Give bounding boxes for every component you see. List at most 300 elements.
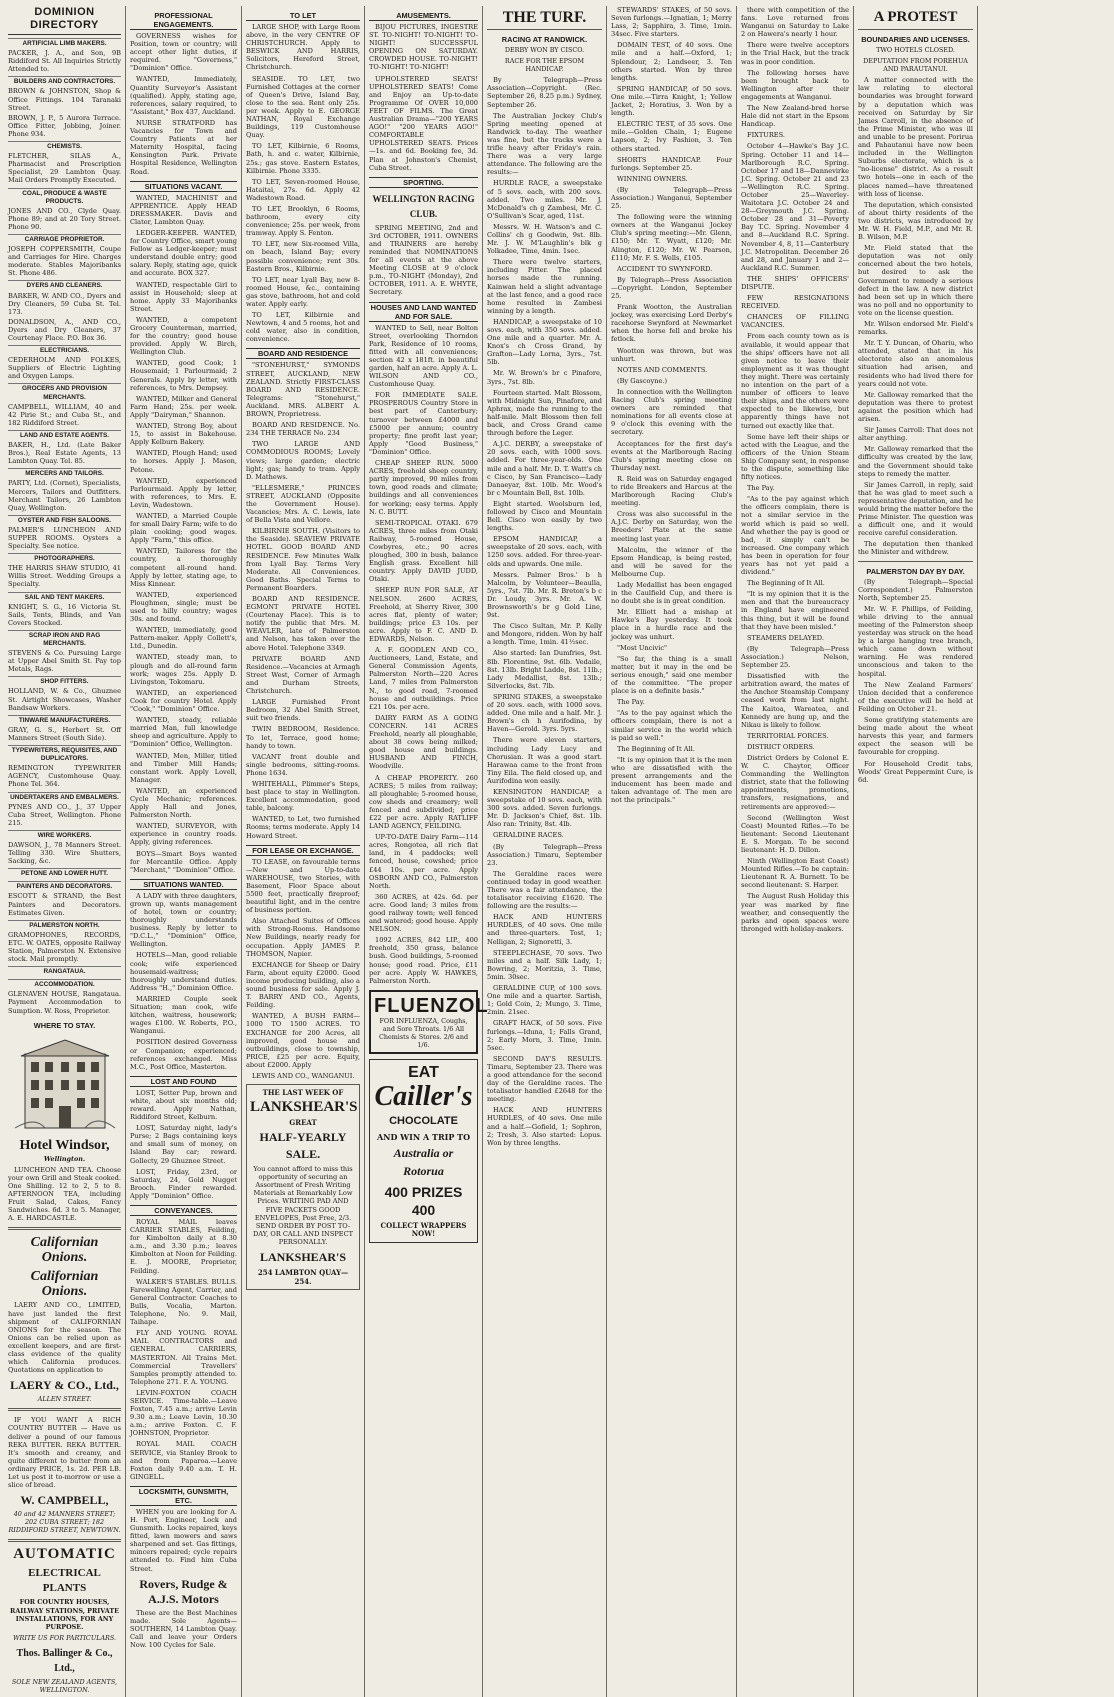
onions-firm: LAERY & CO., Ltd.,	[10, 1378, 119, 1393]
article-paragraph: (By Telegraph—Special Correspondent.) Palmerston North, September 25.	[858, 577, 973, 602]
butter-address: 40 and 42 MANNERS STREET; 202 CUBA STREET; 182 RIDDIFORD STREET, NEWTOWN.	[8, 1510, 121, 1535]
hotel-illustration	[8, 1034, 121, 1134]
hotel-name: Hotel Windsor,	[19, 1137, 110, 1153]
article-paragraph: There were eleven starters, including Lady Lucy and Chorusian. It was a good start. Harawaa came to the front from Tiny Eila. The field closed up, and Aurifodina won easily.	[487, 736, 602, 785]
article-paragraph: The deputation then thanked the Minister and withdrew.	[858, 540, 973, 557]
article-paragraph: SPRING STAKES, a sweepstake of 20 sovs. each, with 1000 sovs. added. One mile and a half. Mr. J. Brown's ch h Aurifodina, by Haven—Gerold. 3yrs. 5yrs.	[487, 692, 602, 734]
locksmith-heading: LOCKSMITH, GUNSMITH, ETC.	[130, 1486, 237, 1506]
classified-ad: "STONEHURST," SYMONDS STREET, AUCKLAND, NEW ZEALAND. Strictly FIRST-CLASS BOARD AND RESIDENCE. Telegrams: "Stonehurst," Auckland. MRS. ALBERT A. BROWN, Proprietress.	[246, 361, 360, 419]
vacant-heading: SITUATIONS VACANT.	[130, 181, 237, 192]
article-paragraph: HACK AND HUNTERS HURDLES, of 40 sovs. One mile and three-quarters. Tost, 1; Nelligan, 2; Signoretti, 3.	[487, 913, 602, 946]
article-paragraph: Some gratifying statements are being made about the wheat harvests this year, and farmers expect the season will be favourable for cropping.	[858, 716, 973, 757]
turf-sub-1: RACING AT RANDWICK.	[501, 35, 588, 44]
classified-ad: GOVERNESS wishes for Position, town or country; will accept other light duties, if required. "Governess," "Dominion" Office.	[130, 32, 237, 73]
classified-ad: ROYAL MAIL COACH SERVICE, via Stanley Brook to and from Paparoa.—Leave Foxton daily 9.40 a.m. T. H. GINGELL.	[130, 1440, 237, 1481]
article-paragraph: (By Gascoyne.)	[617, 376, 668, 385]
lankshear-sale: HALF-YEARLY SALE.	[259, 1130, 347, 1162]
auto-agents: SOLE NEW ZEALAND AGENTS, WELLINGTON.	[11, 1677, 118, 1695]
classified-ad: TO LET, Seven-roomed House, Hataitai, 27s. 6d. Apply 42 Wadestown Road.	[246, 177, 360, 202]
article-paragraph: "It is my opinion that it is the men who are dissatisfied with the present arrangements and the inducement has been made and taken advantage of. The men are not the principals."	[611, 755, 732, 805]
classified-ad: 360 ACRES, at 42s. 6d. per acre. Good land; 3 miles from good railway town; well fenced and watered; good house. Apply NELSON.	[369, 892, 478, 934]
racing-club-text: SPRING MEETING, 2nd and 3rd OCTOBER, 1911. OWNERS and TRAINERS are hereby reminded that NOMINATIONS for all events at the above Meeting CLOSE at 9 o'clock p.m., TO-NIGHT (Monday), 2nd OCTOBER, 1911. A. E. WHYTE, Secretary.	[369, 223, 478, 297]
directory-section-heading: GROCERS AND PROVISION MERCHANTS.	[8, 383, 121, 401]
classified-ad: WANTED, Milker and General Farm Hand; 25s. per week. Apply "Dairyman," Shannon.	[130, 394, 237, 419]
directory-entry: JONES AND CO., Clyde Quay. Phone 89; and at 20 Tory Street. Phone 90.	[8, 206, 121, 231]
article-paragraph: By Telegraph—Press Association—Copyright. (Rec. September 26, 8.25 p.m.) Sydney, September 26.	[487, 76, 602, 109]
auto-title: AUTOMATIC	[13, 1546, 116, 1563]
directory-section-heading: LAND AND ESTATE AGENTS.	[8, 430, 121, 440]
directory-entry: HOLLAND, W. & Co., Ghuznee St. Airtight Showcases, Washer Bandsaw Workers.	[8, 687, 121, 712]
article-paragraph: Mr. Galloway remarked that the deputation was there to protest against the position which had arisen.	[858, 390, 973, 424]
lankshear-text: You cannot afford to miss this opportunity of securing an Assortment of Fresh Writing Materials at Remarkably Low Prices. WRITING PAD AND FIVE PACKETS GOOD ENVELOPES, Post Free, 2/3. SEND ORDER BY POST TO-DAY, OR CALL AND INSPECT PERSONALLY.	[252, 1165, 354, 1246]
classified-ad: CHEAP SHEEP RUN. 5000 ACRES, freehold sheep country, partly improved, 90 miles from town, good roads and climate; buildings and all conveniences for working; easy terms. Apply N. C. BUTT.	[369, 459, 478, 516]
article-paragraph: Messrs. Palmer Bros.' b h Malcolm, by Volunteer—Beaulla, 5yrs., 7st. 7lb. Mr. R. Breton's b c Dr. Loudy, 3yrs. Mr. A. W. Brownsworth's br g Gold Line, 9st.	[487, 570, 602, 620]
article-paragraph: ACCIDENT TO SWYNFORD.	[617, 264, 713, 273]
classified-ad: WANTED, SURVEYOR, with experience in country roads. Apply, giving references.	[130, 822, 237, 847]
classified-ad: TWIN BEDROOM, Residence. To let, Terrace, good home; handy to town.	[246, 725, 360, 750]
article-paragraph: The Beginning of It All.	[747, 579, 825, 588]
article-paragraph: Sir James Carroll: That does not alter anything.	[858, 426, 973, 443]
directory-section-heading: MERCERS AND TAILORS.	[8, 468, 121, 478]
article-paragraph: The New Zealand Farmers' Union decided that a conference of the executive will be held at Feilding on October 21.	[858, 680, 973, 713]
vacant-list	[130, 194, 237, 874]
article-paragraph: Mr. Field stated that the deputation was not only concerned about the two hotels, but desired to ask the Government to remedy a serious defect in the law. A new district had been set up in which there was no poll and no opportunity to vote on the license question.	[858, 244, 973, 317]
directory-entry: BARKER, W. AND CO., Dyers and Dry Cleaners, 59 Cuba St. Tel. 173.	[8, 291, 121, 316]
article-paragraph: DISTRICT ORDERS.	[747, 742, 815, 751]
racing-club-title: WELLINGTON RACING CLUB.	[372, 193, 475, 219]
lease-heading: FOR LEASE OR EXCHANGE.	[246, 845, 360, 856]
classified-ad: WANTED, experienced Ploughmen, single; must be used to hilly country; wages 30s. and found.	[130, 590, 237, 624]
article-paragraph: The New Zealand-bred horse Hale did not start in the Epsom Handicap.	[741, 104, 849, 129]
classified-ad: WANTED, to Let, two furnished Rooms; terms moderate. Apply 14 Howard Street.	[246, 815, 360, 840]
lankshear-name: LANKSHEAR'S	[250, 1099, 358, 1116]
classified-ad: WANTED, steady man, to plough and do all-round farm work; wages 25s. Apply D. Livingston, Tokomaru.	[130, 653, 237, 686]
column-1	[4, 6, 126, 1697]
classified-ad: BIJOU PICTURES, INGESTRE ST. TO-NIGHT! TO-NIGHT! TO-NIGHT! SUCCESSFUL OPENING ON SATURDAY. CROWDED HOUSE. TO-NIGHT! TO-NIGHT! TO-NIGHT!	[369, 23, 478, 72]
auto-text: FOR COUNTRY HOUSES, RAILWAY STATIONS, PRIVATE INSTALLATIONS, FOR ANY PURPOSE.	[10, 1598, 119, 1631]
onions-heading-2: Californian Onions.	[30, 1269, 99, 1300]
directory-entry: JOSEPH COPPERSMITH, Coupe and Carriages for Hire. Charges moderate. Stables Majoribanks St. Phone 486.	[8, 245, 121, 278]
directory-section-heading: DYERS AND CLEANERS.	[8, 280, 121, 290]
article-paragraph: NOTES AND COMMENTS.	[617, 365, 708, 374]
cailler-trip: Australia or Rotorua	[393, 1145, 454, 1178]
lankshear-ad	[246, 1084, 360, 1290]
classified-ad: WHITEHALL, Plimmer's Steps, best place to stay in Wellington. Excellent accommodation, good table, balcony.	[246, 779, 360, 813]
classified-ad: SEMI-TROPICAL OTAKI. 679 ACRES, three miles from Otaki Railway, 5-roomed House, Cowbyres, etc.; 90 acres ploughed, 300 in bush, balance English grass. Excellent hill country. Apply DAVID JUDD, Otaki.	[369, 518, 478, 584]
article-paragraph: Cross was also successful in the A.J.C. Derby on Saturday, won the Breeders' Plate at the same meeting last year.	[611, 510, 732, 543]
onions-address: ALLEN STREET.	[37, 1395, 92, 1404]
directory-section-heading: SHOP FITTERS.	[8, 676, 121, 686]
cailler-eat: EAT	[408, 1063, 439, 1081]
classified-ad: TO LET, Kilbirnie, 6 Rooms, Bath, h. and c. water, Kilbirnie, 25s.; gas stove. Eastern Estates, Kilbirnie. Phone 3335.	[246, 142, 360, 175]
article-paragraph: The following were the winning owners at the Wanganui Jockey Club's spring meeting:—Mr. Glenn, £150; Mr. T. Wyatt, £120; Mr. Alington, £120; Mr. W. Pearson, £110; Mr. F. S. Wells, £105.	[611, 213, 732, 262]
column-4	[365, 6, 489, 1697]
directory-section-heading: SAIL AND TENT MAKERS.	[8, 592, 121, 602]
onions-text: LAERY AND CO., LIMITED, have just landed the first shipment of CALIFORNIAN ONIONS for the season. The Onions can be relied upon as excellent keepers, and are first-class evidence of the quality which California produces. Quotations on application to	[8, 1301, 121, 1375]
directory-entry: BAKER, H., Ltd. (Late Baker Bros.), Real Estate Agents, 13 Lambton Quay. Tel. 85.	[8, 441, 121, 466]
article-paragraph: "It is my opinion that it is the men and that the bureaucracy in England have engineered this thing, but it will be found that they have been misled."	[741, 590, 849, 631]
article-paragraph: Mr. W. F. Phillips, of Feilding, while driving to the annual meeting of the Palmerston sheep yesterday was struck on the head by a large hanging tree branch, which came down without warning. He was rendered unconscious and taken to the hospital.	[858, 604, 973, 678]
classified-ad: 1092 ACRES, 842 LIP., 400 freehold, 350 grass, balance bush. Good buildings, 5-roomed house; good road. Price, £11 per acre. Apply W. HAWKES, Palmerston North.	[369, 936, 478, 985]
classified-ad: FLY AND YOUNG. ROYAL MAIL CONTRACTORS and GENERAL CARRIERS, MASTERTON. All Trains Met. Commercial Travellers' Samples promptly attended to. Telephone 271. F. A. YOUNG.	[130, 1329, 237, 1386]
directory-section-heading: RANGATAUA.	[8, 966, 121, 976]
directory-list	[8, 38, 121, 1015]
article-paragraph: GRAFT HACK, of 50 sovs. Five furlongs.—Iduna, 1; Falls Grand, 2; Early Morn, 3. Time, 1min. 5sec.	[487, 1019, 602, 1052]
directory-section-heading: WIRE WORKERS.	[8, 830, 121, 840]
auto-write: WRITE US FOR PARTICULARS.	[12, 1633, 117, 1642]
hotel-tag: WHERE TO STAY.	[33, 1020, 96, 1030]
directory-section-heading: PETONE AND LOWER HUTT.	[8, 868, 121, 878]
classified-ad: BOARD AND RESIDENCE. No. 234 THE TERRACE No. 234	[246, 421, 360, 438]
board-list	[246, 361, 360, 839]
classified-ad: KILBIRNIE SOUTH. (Visitors to the Seaside). SEAVIEW PRIVATE HOTEL. GOOD BOARD AND RESIDENCE. Few Minutes Walk from Lyall Bay. Terms Very Moderate. All Conveniences. Good Baths. Special Terms to Permanent Boarders.	[246, 527, 360, 592]
directory-entry: ESCOTT & STRAND, the Best Painters and Decorators. Estimates Given.	[8, 892, 121, 917]
article-paragraph: The Pay.	[617, 698, 645, 707]
butter-firm: W. CAMPBELL,	[20, 1493, 109, 1508]
article-paragraph: HACK AND HUNTERS HURDLES, of 40 sovs. One mile and a half.—Gofield, 1; Sophron, 2; Tresh, 3. Also started: Lopus. Won by three lengths.	[487, 1106, 602, 1147]
article-paragraph: there with competition of the fans. Love returned from Wanganui on Saturday to Lake 2 on Hawera's nearly 1 hour.	[741, 6, 849, 39]
article-paragraph: (By Telegraph—Press Association.) Timaru, September 23.	[487, 842, 602, 867]
cailler-logo: Cailler's	[374, 1080, 473, 1112]
classified-ad: BOARD AND RESIDENCE. EGMONT PRIVATE HOTEL (Courtenay Place). This is to notify the public that Mrs. M. WEAVLER, late of Palmerston and Nelson, has taken over the above Hotel. Telephone 3349.	[246, 595, 360, 652]
classified-ad: LEVIN-FOXTON COACH SERVICE. Time-table.—Leave Foxton, 7.45 a.m.; arrive Levin 9.30 a.m.; Leave Levin, 10.30 a.m.; arrive Foxton. C. F. JOHNSTON, Proprietor.	[130, 1388, 237, 1438]
classified-ad: TO LET, Kilbirnie and Newtown, 4 and 5 rooms, hot and cold water, also in condition, convenience.	[246, 311, 360, 344]
to-let-list	[246, 23, 360, 343]
classified-ad: MARRIED Couple seek Situation; man cook, wife kitchen, waitress, housework; wages £100. W. Roberts, P.O., Wanganui.	[130, 994, 237, 1036]
lankshear-great: GREAT	[289, 1118, 317, 1128]
amusements-list	[369, 23, 478, 172]
classified-ad: UPHOLSTERED SEATS! UPHOLSTERED SEATS! Come and Enjoy an Up-to-date Programme Of OVER 10,000 FEET OF FILMS. The Great Australian Drama—"200 YEARS AGO!" "200 YEARS AGO!" COMFORTABLE UPHOLSTERED SEATS. Prices—1s. and 6d. Booking fee, 3d. Plan at Johnston's Chemist, Cuba Street.	[369, 74, 478, 172]
turf-sub-3: RACE FOR THE EPSOM HANDICAP.	[504, 57, 585, 74]
article-paragraph: There were twelve starters, including Pitter. The placed horses made the running. Kainwan held a slight advantage at the last fence, and a good race home resulted in Zambesi winning by a length.	[487, 258, 602, 315]
lease-list	[246, 858, 360, 1080]
directory-entry: DAWSON, J., 78 Manners Street. Telling 330. Wire Shutters, Sacking, &c.	[8, 840, 121, 866]
classified-ad: WANTED, MACHINIST and APPRENTICE. Apply HEAD DRESSMAKER. Davis and Clater, Lambton Quay.	[130, 193, 237, 226]
onions-heading-1: Californian Onions.	[30, 1235, 99, 1266]
board-heading: BOARD AND RESIDENCE	[246, 348, 360, 359]
directory-section-heading: PAINTERS AND DECORATORS.	[8, 881, 121, 891]
classified-ad: WANTED, immediately, good Pattern-maker. Apply Collett's, Ltd., Dunedin.	[130, 626, 237, 651]
houses-heading: HOUSES AND LAND WANTED AND FOR SALE.	[370, 302, 477, 321]
cailler-wrappers: COLLECT WRAPPERS NOW!	[380, 1220, 467, 1239]
article-paragraph: STEWARDS' STAKES, of 50 sovs. Seven furlongs.—Ignatian, 1; Merry Lass, 2; Sapphira, 3. Time, 1min. 34sec. Five starters.	[611, 6, 732, 39]
classified-ad: WANTED, Men, Miller, titled and Timber Mill Hands; constant work. Apply Lovell, Manager.	[130, 751, 237, 784]
classified-ad: ROYAL MAIL leaves CARRIER STABLES, Feilding, for Kimbolton daily at 8.30 a.m., and 3.30 p.m.; leaves Kimbolton at Noon for Feilding. E. J. MOORE, Proprietor, Feilding.	[130, 1218, 237, 1275]
article-paragraph: DOMAIN TEST, of 40 sovs. One mile and a half.—Oxford, 1; Splendour, 2; Landseer, 3. Ten others started. Won by three lengths.	[611, 41, 732, 82]
directory-entry: BROWN, J. P., 5 Aurora Terrace. Office Fitter, Jobbing, Joiner. Phone 934.	[8, 113, 121, 138]
cailler-prizes: 400 PRIZES 400	[384, 1183, 463, 1218]
classified-ad: WALKER'S STABLES. BULLS. Farewelling Agent, Carrier, and General Contractor. Coaches to Bulls, Vocalia, Marton. Telephone, No. 9. Mail, Taihape.	[130, 1277, 237, 1327]
cailler-win: AND WIN A TRIP TO	[376, 1131, 471, 1142]
classified-ad: SEASIDE. TO LET, two Furnished Cottages at the corner of Queen's Drive, Island Bay, close to the sea. Rent only 25s. per week. Apply to E. GEORGE NATHAN, Royal Exchange Buildings, 119 Customhouse Quay.	[246, 74, 360, 140]
protest-sub-3: DEPUTATION FROM POREHUA AND PARAUTANUI.	[863, 57, 968, 74]
classified-ad: LEDGER-KEEPER. WANTED, for Country Office, smart young Fellow as Ledger-keeper; must understand double entry; good salary. Reply, stating age, quick and accurate. BOX 327.	[130, 228, 237, 278]
article-paragraph: ELECTRIC TEST, of 35 sovs. One mile.—Golden Chain, 1; Eugene Lapson, 2; Ivy Fashion, 3. Ten others started.	[611, 120, 732, 153]
palmerston-article	[858, 578, 973, 784]
article-paragraph: SPRING HANDICAP, of 50 sovs. One mile.—Tirra Knight, 1; Yellow Jacket, 2; Horatius, 3. Won by a length.	[611, 84, 732, 118]
article-paragraph: Messrs. W. H. Watson's and C. Collins' ch g Goodwin, 9st. 8lb. Mr. J. W. M'Laughlin's blk g Yolkadee, Time, 4min. 1sec.	[487, 222, 602, 256]
lankshear-last-week: THE LAST WEEK OF	[262, 1088, 344, 1098]
article-paragraph: Also started: Ian Dumfries, 9st. 8lb. Florentine, 9st. 6lb. Vedaile, 8st. 13lb. Bright Ladde, 8st. 11lb.; Lady Medallist, 8st. 13lb.; Silverlocks, 8st. 7lb.	[487, 649, 602, 690]
article-paragraph: EPSOM HANDICAP, a sweepstake of 20 sovs. each, with 1250 sovs. added. For three-year-olds and upwards. One mile.	[487, 535, 602, 568]
lost-list	[130, 1089, 237, 1200]
classified-ad: WANTED, steady, reliable married Man, full knowledge sheep and agriculture. Apply to "Dominion" Office, Wellington.	[130, 716, 237, 749]
classified-ad: WANTED, Tailoress for the country, a thoroughly competent all-round hand. Apply by letter, stating age, to Miss Kinnear.	[130, 547, 237, 588]
article-paragraph: In connection with the Wellington Racing Club's spring meeting owners are reminded that nominations for all events close at 9 o'clock this evening with the secretary.	[611, 387, 732, 437]
protest-sub-1: BOUNDARIES AND LICENSES.	[861, 35, 970, 44]
directory-section-heading: TINWARE MANUFACTURERS.	[8, 715, 121, 725]
directory-entry: GRAMOPHONES, RECORDS, ETC. W. OATES, opposite Railway Station, Palmerston N. Extensive stock. Mail promptly.	[8, 930, 121, 964]
article-paragraph: Mr. Wilson endorsed Mr. Field's remarks.	[858, 320, 973, 337]
article-paragraph: KENSINGTON HANDICAP, a sweepstake of 10 sovs. each, with 300 sovs. added. Seven furlongs. Mr. D. Jackson's Chief, 8st. 1lb. Also ran: Trinity, 8st. 4lb.	[487, 787, 602, 829]
turf-title: THE TURF.	[502, 9, 587, 26]
article-paragraph: A matter connected with the law relating to electoral boundaries was brought forward by a deputation which was received on Saturday by Sir James Carroll, in the absence of the Prime Minister, who was ill and unable to be present. Porirua and Pahautanui have now been included in the Wellington Suburbs electorate, which is a "no-license" district. As a result two hotels—one in each of the places named—have threatened with loss of license.	[858, 76, 973, 198]
prof-list	[130, 32, 237, 176]
article-paragraph: Mr. Elliott had a mishap at Hawke's Bay yesterday. It took place in a hurdle race and the jockey was unhurt.	[611, 608, 732, 641]
turf-sub-2: DERBY WON BY CISCO.	[504, 46, 585, 54]
palmerston-heading: PALMERSTON DAY BY DAY.	[866, 566, 965, 576]
classified-ad: TWO LARGE AND COMMODIOUS ROOMS; Lovely views; large garden; electric light; gas; handy to tram. Apply D. Mathews.	[246, 440, 360, 481]
directory-entry: DONALDSON, A., AND CO., Dyers and Dry Cleaners, 37 Courtenay Place. P.O. Box 36.	[8, 317, 121, 342]
classified-ad: TO LET, near Lyall Bay, new 8-roomed House, &c., containing gas stove, bathroom, hot and cold water. Apply early.	[246, 275, 360, 308]
amusements-heading: AMUSEMENTS.	[369, 11, 478, 21]
directory-entry: THE HARRIS SHAW STUDIO, 41 Willis Street. Wedding Groups a Specialty.	[8, 564, 121, 589]
article-paragraph: HURDLE RACE, a sweepstake of 5 sovs. each, with 200 sovs. added. Two miles. Mr. J. McDonald's ch g Zambesi, Mr. C. O'Sullivan's Scar, aged, 11st.	[487, 179, 602, 220]
directory-masthead: DOMINION DIRECTORY	[8, 6, 121, 35]
article-paragraph: The Cisco Sultan, Mr. P. Kelly and Mongore, ridden. Won by half a length. Time, 1min. 41½sec.	[487, 622, 602, 647]
directory-entry: BROWN & JOHNSTON, Shop & Office Fittings. 104 Taranaki Street.	[8, 87, 121, 112]
article-paragraph: The deputation, which consisted of about thirty residents of the two districts, was introduced by Mr. W. H. Field, M.P., and Mr. R. B. Wilson, M.P.	[858, 200, 973, 242]
article-paragraph: October 4—Hawke's Bay J.C. Spring. October 11 and 14—Marlborough R.C. Spring. October 17 and 18—Dannevirke J.C. Spring. October 21 and 23—Wellington R.C. Spring. October 25—Waverley-Waitotara J.C. October 24 and 28—Greymouth J.C. Spring. October 28 and 31—Poverty Bay T.C. Spring. November 4 and 8—Auckland R.C. Spring. November 4, 8, 11—Canterbury J.C. Metropolitan. December 26 and 28, and January 1 and 2—Auckland R.C. Summer.	[741, 142, 849, 272]
article-paragraph: WINNING OWNERS.	[617, 174, 688, 183]
rovers-heading: Rovers, Rudge & A.J.S. Motors	[139, 1576, 228, 1606]
directory-entry: GRAY, G. S., Herbert St. Off Manners Street (South Side).	[8, 725, 121, 742]
article-paragraph: Eight started. Woolsburn led, followed by Cisco and Mountain Bell. Cisco won easily by two lengths.	[487, 499, 602, 533]
directory-section-heading: TYPEWRITERS, REQUISITES, AND DUPLICATORS.	[8, 745, 121, 763]
conveyances-list	[130, 1218, 237, 1481]
directory-entry: CEDERHOLM AND FOLKES, Suppliers of Electric Lighting and Oxygen Lamps.	[8, 356, 121, 381]
classified-ad: WANTED, an experienced Cook for country Hotel. Apply "Cook," "Dominion" Office.	[130, 688, 237, 714]
article-paragraph: "As to the pay against which the officers complain, there is not a similar service in the world which is paid so well. And whether the pay is good or bad, it simply can't be increased. One company which has been in operation for four years has not yet paid a dividend."	[741, 495, 849, 577]
classified-ad: PRIVATE BOARD AND Residence.—Vacancies at Armagh Street West, Corner of Armagh and Durham Streets, Christchurch.	[246, 654, 360, 696]
classified-ad: WHEN you are looking for A. H. Port, Engineer, Lock and Gunsmith. Locks repaired, keys fitted, lawn mowers and saws sharpened and set. Gas fittings, mincers repaired; cycle repairs attended to. Find him Cuba Street.	[130, 1507, 237, 1573]
directory-entry: CAMPBELL, WILLIAM, 40 and 42 Pirie St.; and Cuba St., and 182 Riddiford Street.	[8, 402, 121, 427]
to-let-heading: TO LET	[246, 11, 360, 21]
classified-ad: LARGE Furnished Front Bedroom, 32 Abel Smith Street, suit two friends.	[246, 698, 360, 723]
article-paragraph: "So far, the thing is a small matter, but it may in the end be serious enough," said one member of the committee. "The proper place is on a definite basis."	[611, 654, 732, 696]
article-paragraph: The Beginning of It All.	[617, 744, 695, 753]
article-paragraph: Second (Wellington West Coast) Mounted Rifles.—To be lieutenant: Second Lieutenant E. S. Morgan. To be second lieutenant: H. D. Dillon.	[741, 813, 849, 854]
article-paragraph: By Telegraph—Press Association—Copyright. London, September 25.	[611, 275, 732, 300]
protest-title: A PROTEST	[873, 9, 958, 25]
directory-entry: STEVENS & Co. Pursuing Large at Upper Abel Smith St. Pay top Metals, Rags.	[8, 649, 121, 674]
article-paragraph: The Pay.	[747, 484, 775, 493]
protest-article	[858, 76, 973, 556]
classified-ad: LOST, Setter Pup, brown and white, about six months old; reward. Apply Nathan, Riddiford Street, Kelburn.	[130, 1088, 237, 1122]
fixtures-and-dispute	[741, 6, 849, 933]
article-paragraph: R. Reid was on Saturday engaged to ride Breakers and Harcus at the Marlborough Racing Club's meeting.	[611, 474, 732, 508]
directory-entry: GLENAVEN HOUSE, Rangataua. Payment Accommodation to Sumption. W. Ross, Proprietor.	[8, 990, 121, 1015]
hotel-text: LUNCHEON AND TEA. Choose your own Grill and Steak cooked. One Shilling. 12 to 2, 5 to 8. AFTERNOON TEA, including Fruit Salad, Cakes, Fancy Sandwiches. 6d. 3 to 5. Manager, A. E. HARDCASTLE.	[8, 1165, 121, 1223]
article-paragraph: (By Telegraph—Press Association.) Wanganui, September 25.	[611, 185, 732, 211]
conveyances-heading: CONVEYANCES.	[130, 1205, 237, 1216]
locksmith-list	[130, 1508, 237, 1573]
directory-entry: FLETCHER, SILAS A., Pharmacist and Prescription Specialist, 29 Lambton Quay. Mail Orders Promptly Executed.	[8, 152, 121, 185]
classified-ad: WANTED, respectable Girl to assist in Household; sleep at home. Apply 33 Majoribanks Street.	[130, 280, 237, 313]
directory-section-heading: OYSTER AND FISH SALOONS.	[8, 515, 121, 525]
article-paragraph: SECOND DAY'S RESULTS. Timaru, September 23. There was a good attendance for the second day of the Geraldine races. The totalisator handled £2648 for the meeting.	[487, 1054, 602, 1104]
article-paragraph: (By Telegraph—Press Association.) Nelson, September 25.	[741, 644, 849, 670]
classified-ad: WANTED, an experienced Cycle Mechanic; references. Apply Hall and Jones, Palmerston North.	[130, 786, 237, 820]
directory-section-heading: ELECTRICIANS.	[8, 345, 121, 355]
auto-firm: Thos. Ballinger & Co., Ltd.,	[16, 1647, 113, 1674]
column-5	[483, 6, 607, 1697]
directory-section-heading: CHEMISTS.	[8, 141, 121, 151]
fluenzol-ad	[369, 990, 489, 1054]
classified-ad: Also Attached Suites of Offices with Strong-Rooms. Handsome New Buildings, nearly ready for occupation. Apply JAMES P. THOMSON, Napier.	[246, 917, 360, 958]
directory-section-heading: ACCOMMODATION.	[8, 979, 121, 989]
classified-ad: A CHEAP PROPERTY. 260 ACRES; 5 miles from railway; all ploughable; 5-roomed house, cow sheds and creamery; well fenced and subdivided; price £22 per acre. Apply RATLIFF LAND AGENCY, FEILDING.	[369, 773, 478, 831]
classified-ad: WANTED, a competent Grocery Counterman, married, for the country; good house provided. Apply W. Birch, Wellington Club.	[130, 315, 237, 357]
article-paragraph: A.J.C. DERBY, a sweepstake of 20 sovs. each, with 1000 sovs. added. For three-year-olds. One mile and a half. Mr. D. T. Watt's ch c Cisco, by San Francisco—Lady Danaeyar, 8st. 10lb. Mr. Wood's br c Mountain Bell, 8st. 10lb.	[487, 440, 602, 497]
classified-ad: WANTED, Plough Hand; used to horses. Apply J. Mason, Petone.	[130, 449, 237, 474]
fluenzol-name: FLUENZOL	[374, 994, 489, 1017]
article-paragraph: Some have left their ships or acted with the League, and the officers of the Union Steam Ship Company sent, in response to the dispute, something like fifty notices.	[741, 432, 849, 482]
directory-entry: KNIGHT, S. G., 16 Victoria St. Sails, Tents, Blinds, and Van Covers Stocked.	[8, 602, 121, 627]
article-paragraph: The Australian Jockey Club's Spring meeting opened at Randwick to-day. The weather was fine, but the tracks were a trifle heavy after Friday's rain. There was a very large attendance. The following are the results:—	[487, 111, 602, 177]
classified-ad: WANTED, a Married Couple for small Dairy Farm; wife to do plain cooking; good wages. Apply "Farm," this office.	[130, 511, 237, 545]
classified-ad: FOR IMMEDIATE SALE. PROSPEROUS Country Store in best part of Canterbury; turnover between £4000 and £5000 per annum; country property; fine profit last year; Apply "Good Business," "Dominion" Office.	[369, 391, 478, 456]
directory-section-heading: ARTIFICIAL LIMB MAKERS.	[8, 38, 121, 48]
hotel-city: Wellington.	[43, 1154, 86, 1163]
article-paragraph: STEEPLECHASE, 70 sovs. Two miles and a half. Silk Lady, 1; Bowring, 2; Moritzia, 3. Time, 5min. 30sec.	[487, 948, 602, 981]
classified-ad: HOTELS—Man, good reliable cook; wife experienced housemaid-waitress; thoroughly understand duties. Address "H.," Dominion Office.	[130, 951, 237, 992]
protest-sub-2: TWO HOTELS CLOSED.	[876, 46, 955, 54]
column-6	[607, 6, 737, 1697]
classified-ad: LOST, Saturday night, lady's Purse; 2 Bags containing keys and small sum of money, on Island Bay car; reward. Gollecty, 29 Ghuznee Street.	[130, 1124, 237, 1165]
article-paragraph: Mr. T. Y. Duncan, of Ohariu, who attended, stated that in his electorate also an anomalous situation had arisen, and residents who had lived there for years could not vote.	[858, 339, 973, 388]
classified-ad: WANTED, Immediately, Quantity Surveyor's Assistant (qualified). Apply, stating age, references, salary required, to "Assistant," Box 437, Auckland.	[130, 75, 237, 116]
classified-ad: NURSE STRATFORD has Vacancies for Town and Country Patients at her Maternity Hospital, facing Kensington Park. Private Hospital Residence, Wellington Road.	[130, 118, 237, 176]
directory-section-heading: BUILDERS AND CONTRACTORS.	[8, 76, 121, 86]
article-paragraph: Wootton was thrown, but was unhurt.	[611, 346, 732, 363]
classified-ad: POSITION desired Governess or Companion; experienced; references exchanged. Miss M.C., Post Office, Masterton.	[130, 1038, 237, 1071]
rovers-text: These are the Best Machines made. Sole Agents—SOUTHERN, 14 Lambton Quay. Call and leave your Orders Now. 100 Cycles for Sale.	[130, 1608, 237, 1650]
directory-entry: REMINGTON TYPEWRITER AGENCY, Customhouse Quay. Phone Tel. 364.	[8, 764, 121, 789]
classified-ad: LARGE SHOP, with Large Room above, in the very CENTRE OF CHRISTCHURCH. Apply to BESWICK AND HARRIS, Solicitors, Hereford Street, Christchurch.	[246, 23, 360, 72]
classified-ad: WANTED to Sell, near Bolton Street, overlooking Thorndon Park, Residence of 10 rooms, fitted with all conveniences; section 42 x 181ft. in beautiful garden, half an acre. Apply A. L. WILSON AND CO., Customhouse Quay.	[369, 323, 478, 389]
directory-section-heading: PALMERSTON NORTH.	[8, 920, 121, 930]
article-paragraph: Mr. W. Brown's br c Pinafore, 3yrs., 7st. 8lb.	[487, 369, 602, 386]
article-paragraph: Ninth (Wellington East Coast) Mounted Rifles.—To be captain: Lieutenant R. A. Burnett. To be second lieutenant: S. Harper.	[741, 857, 849, 890]
column-7	[737, 6, 854, 1697]
article-paragraph: FIXTURES.	[747, 131, 785, 140]
wanted-heading: SITUATIONS WANTED.	[130, 879, 237, 890]
classified-ad: A. F. GOODLEN AND CO., Auctioneers, Land, Estate, and General Commission Agents, Palmerston North—220 Acres Land, 7 miles from Palmerston N., to good road, 7-roomed house and outbuildings. Price £21 10s. per acre.	[369, 646, 478, 711]
directory-entry: PALMER'S LUNCHEON AND SUPPER ROOMS. Oysters a Specialty. See notice.	[8, 525, 121, 551]
article-paragraph: SHORTS HANDICAP. Four furlongs. September 25.	[611, 155, 732, 172]
directory-section-heading: COAL, PRODUCE & WASTE PRODUCTS.	[8, 188, 121, 206]
classified-ad: TO LET, Brooklyn, 6 Rooms, bathroom, every city convenience; 25s. per week, from tramway. Apply S. Fenton.	[246, 204, 360, 238]
prof-heading: PROFESSIONAL ENGAGEMENTS.	[130, 11, 237, 30]
classified-ad: LOST, Friday, 23rd, or Saturday, 24, Gold Nugget Brooch. Finder rewarded. Apply "Dominion" Office.	[130, 1167, 237, 1200]
classified-ad: WANTED, experienced Parlourmaid. Apply by letter, with references, to Mrs. E. Levin, Wadestown.	[130, 476, 237, 509]
classified-ad: SHEEP RUN FOR SALE, AT NELSON. 2600 ACRES, Freehold, at Sherry River, 300 acres flat, plenty of water; buildings; price £3 10s. per acre. Apply to F. C. AND D. EDWARDS, Nelson.	[369, 586, 478, 643]
directory-entry: PYNES AND CO., J., 37 Upper Cuba Street, Wellington. Phone 215.	[8, 802, 121, 827]
article-paragraph: Dissatisfied with the arbitration award, the mates of the Anchor Steamship Company ceased work from last night. The Kaitoa, Wareatea, and Kennedy are hung up, and the Nikau is likely to follow.	[741, 672, 849, 729]
article-paragraph: THE SHIPS' OFFICERS' DISPUTE.	[741, 274, 849, 291]
classified-ad: TO LEASE, on favourable terms—New and Up-to-date WAREHOUSE, two Stories, with Basement, Floor Space about 5500 feet, practically fireproof; beautiful light, and in the centre of business portion.	[246, 857, 360, 915]
column-8	[854, 6, 978, 1697]
auto-title-2: ELECTRICAL PLANTS	[28, 1567, 101, 1595]
cailler-ad	[369, 1059, 478, 1243]
fluenzol-text: FOR INFLUENZA, Coughs, and Sore Throats. 1/6 All Chemists & Stores. 2/6 and 1/6.	[378, 1016, 469, 1049]
classified-ad: WANTED, A BUSH FARM—1000 TO 1500 ACRES. TO EXCHANGE for 200 Acres, all improved, good house and outbuildings, close to township, PRICE, £25 per acre. Equity, about £2000. Apply	[246, 1012, 360, 1069]
classified-ad: "ELLESMERE," PRINCES STREET, AUCKLAND (Opposite the Government House). Vacancies; Mrs. A. C. Lewis, late of Bella Vista and Vellore.	[246, 483, 360, 525]
article-paragraph: Lady Medallist has been engaged in the Caulfield Cup, and there is no doubt she is in great condition.	[611, 581, 732, 606]
article-paragraph: Malcolm, the winner of the Epsom Handicap, is being rested, and will be saved for the Melbourne Cup.	[611, 545, 732, 578]
turf-article-continued	[611, 6, 732, 804]
article-paragraph: TERRITORIAL FORCES.	[747, 731, 829, 740]
houses-list	[369, 324, 478, 985]
article-paragraph: District Orders by Colonel E. W. C. Chaytor, Officer Commanding the Wellington district, state that the following appointments, promotions, transfers, resignations, and retirements are approved:—	[741, 753, 849, 811]
directory-entry: PARTY, Ltd. (Cornet), Specialists, Mercers, Tailors and Outfitters. Merchant Tailors, 26 Lambton Quay, Wellington.	[8, 479, 121, 512]
classified-ad: DAIRY FARM AS A GOING CONCERN. 141 ACRES Freehold, nearly all ploughable, about 38 cows being milked; good house and buildings. HUSBAND AND FINCH, Woodville.	[369, 713, 478, 771]
article-paragraph: The following horses have been brought back to Wellington after their engagements at Wanganui.	[741, 68, 849, 101]
article-paragraph: Acceptances for the first day's events at the Marlborough Racing Club's spring meeting close on Thursday next.	[611, 439, 732, 472]
directory-section-heading: CARRIAGE PROPRIETOR.	[8, 234, 121, 244]
column-2	[126, 6, 242, 1697]
article-paragraph: HANDICAP, a sweepstake of 10 sovs. each, with 350 sovs. added. One mile and a quarter. Mr. A. Knox's ch Cross Grand, by Grafton—Lady Lorna, 3yrs., 7st. 5lb.	[487, 317, 602, 367]
article-paragraph: "Most Uncivic"	[617, 643, 668, 652]
article-paragraph: Mr. Galloway remarked that the difficulty was created by the law, and the Government should take steps to remedy the matter.	[858, 445, 973, 478]
article-paragraph: "As to the pay against which the officers complain, there is not a similar service in the world which is paid so well."	[611, 709, 732, 742]
classified-ad: LEWIS AND CO., WANGANUI.	[252, 1071, 355, 1080]
directory-section-heading: PHOTOGRAPHERS.	[8, 553, 121, 563]
article-paragraph: Frank Wootton, the Australian jockey, was exercising Lord Derby's racehorse Swynford at Newmarket when the horse fell and broke his fetlock.	[611, 303, 732, 344]
lankshear-name-2: LANKSHEAR'S	[259, 1250, 347, 1264]
hotel-building-icon	[15, 1036, 115, 1132]
butter-text: IF YOU WANT A RICH COUNTRY BUTTER — Have us deliver a pound of our famous REKA BUTTER. REKA BUTTER. It's smooth and creamy, and quite different to butter from an ordinary PRICE, 1s. 2d. PER LB. Let us post it to-morrow or use a slice of bread.	[8, 1416, 121, 1490]
column-3	[242, 6, 365, 1697]
directory-section-heading: SCRAP IRON AND RAG MERCHANTS.	[8, 630, 121, 648]
article-paragraph: The August Rush Holiday this year was marked by fine weather, and consequently the parks and open spaces were thronged with holiday-makers.	[741, 892, 849, 933]
classified-ad: A LADY with three daughters, grown up, wants management of hotel, town or country; thoroughly understands business. Reply by letter to "D.C.L.," "Dominion" Office, Wellington.	[130, 891, 237, 949]
article-paragraph: Sir James Carroll, in reply, said that he was glad to meet such a representative deputation, and he would bring the matter before the Prime Minister. The question was a difficult one, and it would receive careful consideration.	[858, 480, 973, 538]
classified-ad: VACANT front double and single bedrooms, sitting-rooms. Phone 1634.	[246, 752, 360, 777]
turf-article	[487, 76, 602, 1147]
article-paragraph: GERALDINE RACES.	[493, 831, 564, 840]
article-paragraph: There were twelve acceptors in the Trial Hack, but the track was in poor condition.	[741, 41, 849, 66]
article-paragraph: FEW RESIGNATIONS RECEIVED.	[741, 294, 849, 311]
article-paragraph: The Geraldine races were continued today in good weather. There was a fair attendance, the totalisator receiving £1620. The following are the results:—	[487, 869, 602, 911]
classified-ad: EXCHANGE for Sheep or Dairy Farm, about equity £2000. Good income producing building, also a sound business for sale. Apply J. T. BARRY AND CO., Agents, Feilding.	[246, 960, 360, 1010]
directory-entry: PACKER, J. A., and Son, 9B Riddiford St. All Inquiries Strictly Attended to.	[8, 49, 121, 74]
classified-ad: UP-TO-DATE Dairy Farm—114 acres, Rongotea, all rich flat land, in 4 paddocks; well fenced, house, cowshed; price £44 10s. per acre. Apply OSBORN AND CO., Palmerston North.	[369, 833, 478, 890]
lankshear-address: 254 LAMBTON QUAY—254.	[257, 1268, 349, 1286]
lost-heading: LOST AND FOUND	[130, 1076, 237, 1087]
article-paragraph: Fourteen started. Malt Blossom, with Midnight Sun, Pinafore, and Aphrax, made the running to the half-mile. Malt Blossom then fell back, and Cross Grand came through before the Leger.	[487, 388, 602, 438]
classified-ad: WANTED, good Cook; 1 Housemaid; 1 Parlourmaid; 2 Generals. Apply by letter, with references, to Mrs. Dempsey.	[130, 359, 237, 392]
article-paragraph: From each county town as is available, it would appear that the ships' officers have not all given notice to leave their employment as it was thought they might. There was certainly no intention on the part of a number of officers to leave their ships, and the others were expected to be likewise, but apparently things have not turned out exactly like that.	[741, 332, 849, 430]
classified-ad: BOYS—Smart Boys wanted for Mercantile Office. Apply "Merchant," "Dominion" Office.	[130, 849, 237, 874]
sporting-heading: SPORTING.	[369, 177, 478, 188]
cailler-chocolate: CHOCOLATE	[389, 1114, 458, 1127]
wanted-list	[130, 892, 237, 1071]
directory-section-heading: UNDERTAKERS AND EMBALMERS.	[8, 792, 121, 802]
article-paragraph: STEAMERS DELAYED.	[747, 633, 824, 642]
classified-ad: TO LET, new Six-roomed Villa, on beach, Island Bay; every possible convenience; rent 30s. Eastern Bros., Kilbirnie.	[246, 240, 360, 273]
